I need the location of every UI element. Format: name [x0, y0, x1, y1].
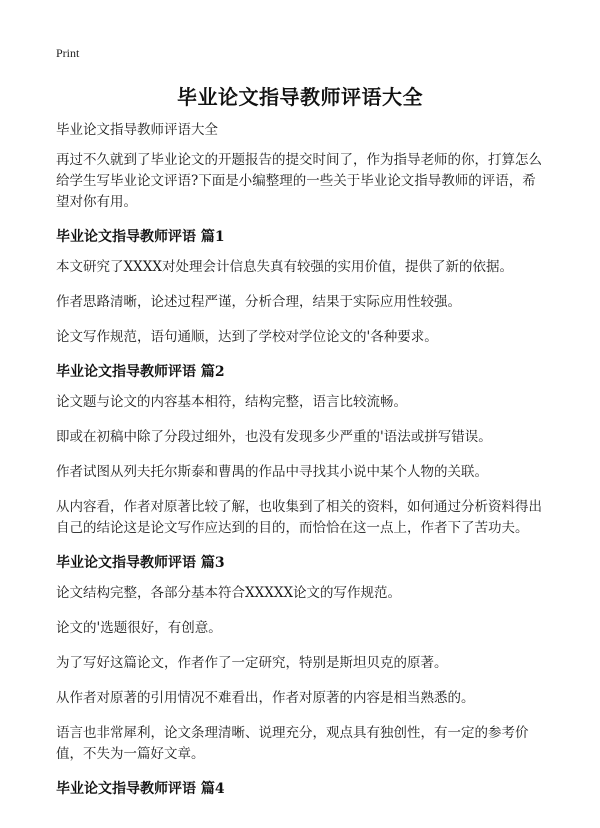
section-4 — [56, 779, 548, 799]
section-heading: 毕业论文指导教师评语 篇2 — [56, 364, 225, 380]
document-subtitle: 毕业论文指导教师评语大全 — [56, 122, 218, 138]
section-heading: 毕业论文指导教师评语 篇3 — [56, 555, 225, 571]
intro-paragraph: 再过不久就到了毕业论文的开题报告的提交时间了，作为指导老师的你，打算怎么给学生写毕业论文评语?下面是小编整理的一些关于毕业论文指导教师的评语，希望对你有用。 — [56, 152, 542, 210]
section-paragraph: 即或在初稿中除了分段过细外，也没有发现多少严重的'语法或拼写错误。 — [56, 429, 492, 445]
section-paragraph: 本文研究了XXXX对处理会计信息失真有较强的实用价值，提供了新的依据。 — [56, 259, 513, 275]
section-heading: 毕业论文指导教师评语 篇4 — [56, 781, 225, 797]
document-body — [56, 120, 548, 809]
section-paragraph: 论文结构完整，各部分基本符合XXXXX论文的写作规范。 — [56, 585, 402, 601]
section-paragraph: 为了写好这篇论文，作者作了一定研究，特别是斯坦贝克的原著。 — [56, 655, 448, 671]
section-paragraph: 作者试图从列夫托尔斯泰和曹禺的作品中寻找其小说中某个人物的关联。 — [56, 464, 488, 480]
section-paragraph: 作者思路清晰，论述过程严谨，分析合理，结果于实际应用性较强。 — [56, 294, 461, 310]
section-paragraph: 从内容看，作者对原著比较了解，也收集到了相关的资料，如何通过分析资料得出自己的结论这是论文写作应达到的目的，而恰恰在这一点上，作者下了苦功夫。 — [56, 499, 542, 536]
print-label: Print — [56, 46, 80, 60]
section-paragraph: 论文题与论文的内容基本相符，结构完整，语言比较流畅。 — [56, 394, 407, 410]
section-paragraph: 论文的'选题很好，有创意。 — [56, 620, 222, 636]
section-1 — [56, 227, 548, 348]
section-paragraph: 从作者对原著的引用情况不难看出，作者对原著的内容是相当熟悉的。 — [56, 690, 475, 706]
document-title: 毕业论文指导教师评语大全 — [177, 85, 423, 109]
section-2 — [56, 362, 548, 539]
section-paragraph: 语言也非常犀利，论文条理清晰、说理充分，观点具有独创性，有一定的参考价值，不失为一篇好文章。 — [56, 725, 529, 762]
section-paragraph: 论文写作规范，语句通顺，达到了学校对学位论文的'各种要求。 — [56, 329, 438, 345]
section-heading: 毕业论文指导教师评语 篇1 — [56, 229, 225, 245]
section-3 — [56, 553, 548, 765]
